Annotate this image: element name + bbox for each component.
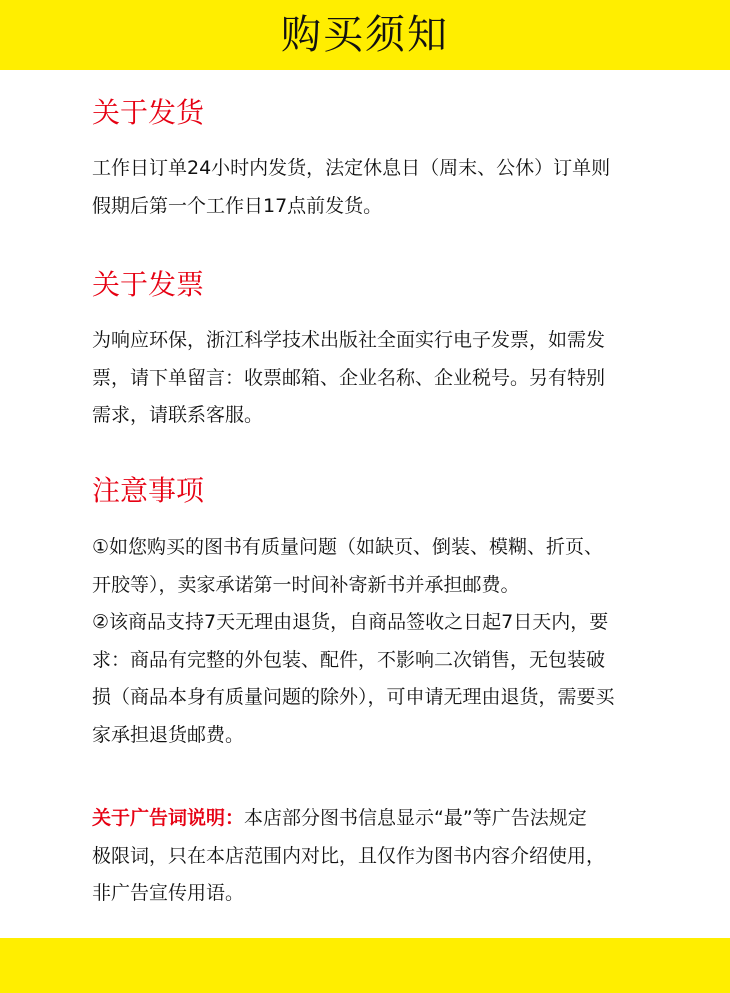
text-line: ①如您购买的图书有质量问题（如缺页、倒装、模糊、折页、 — [92, 536, 604, 558]
section-heading-notes: 注意事项 — [92, 474, 205, 507]
text-line: 票，请下单留言：收票邮箱、企业名称、企业税号。另有特别 — [92, 366, 606, 389]
text-line: 极限词，只在本店范围内对比，且仅作为图书内容介绍使用， — [92, 844, 606, 867]
invoice-paragraph — [92, 322, 692, 435]
text-line: 求：商品有完整的外包装、配件，不影响二次销售，无包装破 — [92, 648, 606, 671]
footer-banner — [0, 938, 730, 993]
section-heading-invoice: 关于发票 — [92, 268, 205, 301]
text-line: 假期后第一个工作日17点前发货。 — [92, 194, 383, 217]
text-line: 需求，请联系客服。 — [92, 404, 264, 426]
text-line: 工作日订单24小时内发货，法定休息日（周末、公休）订单则 — [92, 157, 611, 179]
text-line: 损（商品本身有质量问题的除外），可申请无理由退货，需要买 — [92, 686, 615, 708]
header-banner — [0, 0, 730, 70]
text-line: 非广告宣传用语。 — [92, 882, 245, 904]
section-heading-shipping: 关于发货 — [92, 96, 205, 129]
text-line: 家承担退货邮费。 — [92, 723, 245, 746]
text-line: 为响应环保，浙江科学技术出版社全面实行电子发票，如需发 — [92, 329, 606, 351]
ad-notice-paragraph — [92, 800, 692, 913]
page-title: 购买须知 — [281, 12, 449, 58]
shipping-paragraph — [92, 150, 692, 225]
text-line — [92, 800, 692, 838]
ad-notice-lead: 关于广告词说明： — [92, 807, 245, 829]
text-line: ②该商品支持7天无理由退货，自商品签收之日起7日天内，要 — [92, 611, 609, 633]
notes-paragraph — [92, 529, 692, 754]
text-line: 开胶等），卖家承诺第一时间补寄新书并承担邮费。 — [92, 573, 520, 596]
ad-notice-text: 本店部分图书信息显示“最”等广告法规定 — [244, 807, 587, 829]
